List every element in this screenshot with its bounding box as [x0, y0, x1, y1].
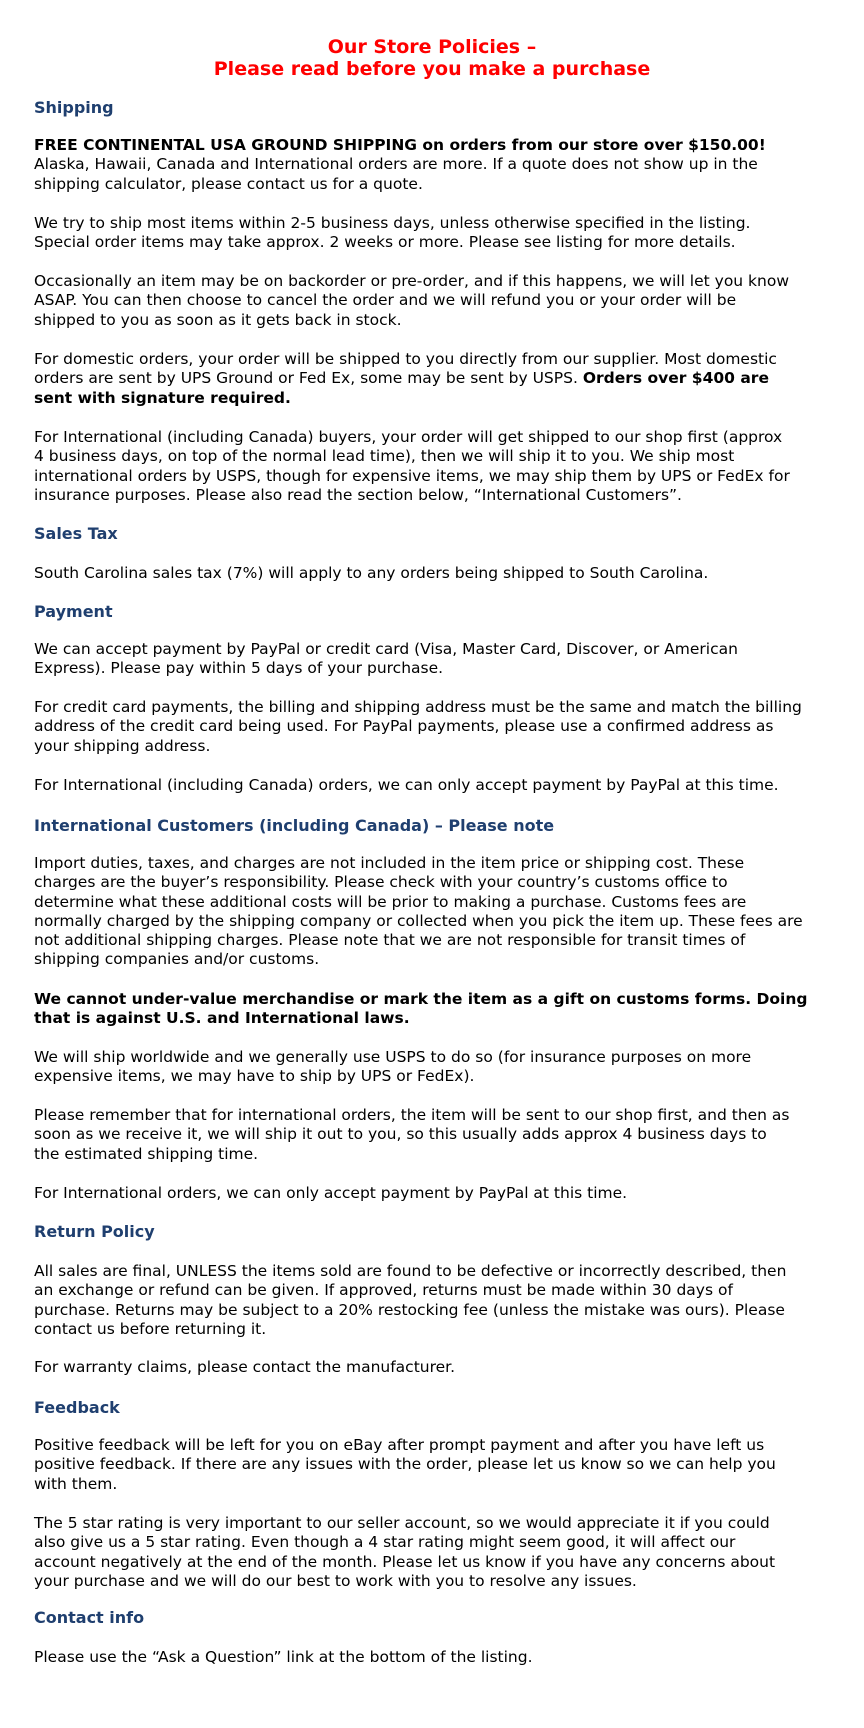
paragraph-line: The 5 star rating is very important to our seller account, so we would appreciate it if you could: [34, 1514, 770, 1532]
paragraph-line: shipping companies and/or customs.: [34, 950, 320, 969]
paragraph-line: For domestic orders, your order will be shipped to you directly from our supplier. Most domestic: [34, 350, 777, 368]
paragraph-line: ASAP. You can then choose to cancel the order and we will refund you or your order will be: [34, 291, 737, 310]
page-title-line-1: Our Store Policies –: [327, 36, 537, 58]
return-policy-heading: Return Policy: [34, 1222, 155, 1241]
international-paypal-paragraph: [34, 1184, 844, 1203]
paragraph-line: expensive items, we may have to ship by UPS or FedEx).: [34, 1067, 475, 1086]
paragraph-line: international orders by USPS, though for expensive items, we may ship them by UPS or FedEx for: [34, 466, 790, 485]
paragraph-line: All sales are final, UNLESS the items sold are found to be defective or incorrectly described, then: [34, 1262, 787, 1280]
paragraph-line: Positive feedback will be left for you on eBay after prompt payment and after you have left us: [34, 1436, 765, 1454]
signature-notice: Orders over $400 are: [582, 369, 769, 388]
shipping-heading: Shipping: [34, 98, 114, 117]
paragraph-line: Import duties, taxes, and charges are not included in the item price or shipping cost. These: [34, 854, 745, 872]
international-worldwide-paragraph: [34, 1048, 844, 1087]
feedback-heading: Feedback: [34, 1398, 120, 1417]
paragraph-line: We cannot under-value merchandise or mark the item as a gift on customs forms. Doing: [34, 990, 808, 1008]
paragraph-line: Please remember that for international orders, the item will be sent to our shop first, and then as: [34, 1106, 790, 1124]
paragraph-line: For International (including Canada) orders, we can only accept payment by PayPal at this time.: [34, 776, 779, 794]
paragraph-line: the estimated shipping time.: [34, 1144, 259, 1163]
paragraph-line: purchase. Returns may be subject to a 20% restocking fee (unless the mistake was ours). Please: [34, 1300, 785, 1319]
paragraph-line: For warranty claims, please contact the manufacturer.: [34, 1358, 456, 1376]
paragraph-line: an exchange or refund can be given. If approved, returns must be made within 30 days of: [34, 1281, 733, 1300]
international-customs-warning: [34, 990, 844, 1029]
paragraph-line: Special order items may take approx. 2 weeks or more. Please see listing for more details.: [34, 233, 736, 252]
shipping-free-shipping-paragraph: [34, 136, 844, 194]
paragraph-line: Alaska, Hawaii, Canada and International orders are more. If a quote does not show up in the: [34, 155, 758, 174]
payment-heading: Payment: [34, 602, 113, 621]
shipping-domestic-paragraph: [34, 350, 844, 408]
paragraph-line: your shipping address.: [34, 736, 211, 755]
return-policy-paragraph: [34, 1262, 844, 1339]
paragraph-line: For International (including Canada) buyers, your order will get shipped to our shop first (approx: [34, 428, 783, 446]
paragraph-line: Occasionally an item may be on backorder or pre-order, and if this happens, we will let you know: [34, 272, 790, 290]
warranty-paragraph: [34, 1358, 844, 1377]
paragraph-line: positive feedback. If there are any issues with the order, please let us know so we can help you: [34, 1455, 776, 1474]
international-duties-paragraph: [34, 854, 844, 970]
international-shop-first-paragraph: [34, 1106, 844, 1164]
sales-tax-paragraph: [34, 564, 844, 583]
paragraph-line: For International orders, we can only accept payment by PayPal at this time.: [34, 1184, 628, 1202]
paragraph-line: Please use the “Ask a Question” link at the bottom of the listing.: [34, 1648, 533, 1666]
paragraph-line: shipped to you as soon as it gets back in stock.: [34, 310, 402, 329]
paragraph-line: address of the credit card being used. For PayPal payments, please use a confirmed address as: [34, 717, 774, 736]
contact-info-heading: Contact info: [34, 1608, 145, 1627]
payment-address-paragraph: [34, 698, 844, 756]
paragraph-line: your purchase and we will do our best to work with you to resolve any issues.: [34, 1571, 637, 1590]
paragraph-line: For credit card payments, the billing and shipping address must be the same and match the billing: [34, 698, 802, 716]
payment-international-paragraph: [34, 776, 844, 795]
paragraph-line: soon as we receive it, we will ship it out to you, so this usually adds approx 4 business days to: [34, 1125, 767, 1144]
paragraph-line: charges are the buyer’s responsibility. Please check with your country’s customs office to: [34, 873, 728, 892]
paragraph-line: We try to ship most items within 2-5 business days, unless otherwise specified in the listing.: [34, 214, 751, 232]
sales-tax-heading: Sales Tax: [34, 524, 118, 543]
international-heading: International Customers (including Canada) – Please note: [34, 816, 555, 835]
paragraph-line: South Carolina sales tax (7%) will apply to any orders being shipped to South Carolina.: [34, 564, 709, 582]
paragraph-line: insurance purposes. Please also read the section below, “International Customers”.: [34, 485, 682, 504]
page-title: [0, 36, 864, 80]
free-shipping-notice: FREE CONTINENTAL USA GROUND SHIPPING on orders from our store over $150.00!: [34, 136, 766, 154]
paragraph-line: with them.: [34, 1474, 118, 1493]
contact-info-paragraph: [34, 1648, 844, 1667]
paragraph-line: not additional shipping charges. Please note that we are not responsible for transit times of: [34, 931, 746, 950]
paragraph-line: 4 business days, on top of the normal lead time), then we will ship it to you. We ship most: [34, 447, 735, 466]
paragraph-line: [34, 369, 844, 388]
paragraph-line: normally charged by the shipping company or collected when you pick the item up. These fees are: [34, 911, 803, 930]
page-title-line-2: Please read before you make a purchase: [213, 58, 651, 80]
paragraph-line: Express). Please pay within 5 days of your purchase.: [34, 659, 444, 678]
paragraph-line: contact us before returning it.: [34, 1319, 267, 1338]
signature-notice-continued: sent with signature required.: [34, 388, 291, 407]
paragraph-line: account negatively at the end of the month. Please let us know if you have any concerns about: [34, 1552, 776, 1571]
paragraph-line: We will ship worldwide and we generally use USPS to do so (for insurance purposes on more: [34, 1048, 752, 1066]
paragraph-line: We can accept payment by PayPal or credit card (Visa, Master Card, Discover, or American: [34, 640, 738, 658]
shipping-backorder-paragraph: [34, 272, 844, 330]
feedback-positive-paragraph: [34, 1436, 844, 1494]
payment-methods-paragraph: [34, 640, 844, 679]
shipping-international-paragraph: [34, 428, 844, 505]
shipping-lead-time-paragraph: [34, 214, 844, 253]
feedback-rating-paragraph: [34, 1514, 844, 1591]
paragraph-text: orders are sent by UPS Ground or Fed Ex, some may be sent by USPS.: [34, 369, 578, 388]
paragraph-line: also give us a 5 star rating. Even though a 4 star rating might seem good, it will affect our: [34, 1533, 736, 1552]
paragraph-line: that is against U.S. and International laws.: [34, 1009, 410, 1028]
paragraph-line: shipping calculator, please contact us for a quote.: [34, 174, 423, 193]
paragraph-line: determine what these additional costs will be prior to making a purchase. Customs fees are: [34, 892, 747, 911]
